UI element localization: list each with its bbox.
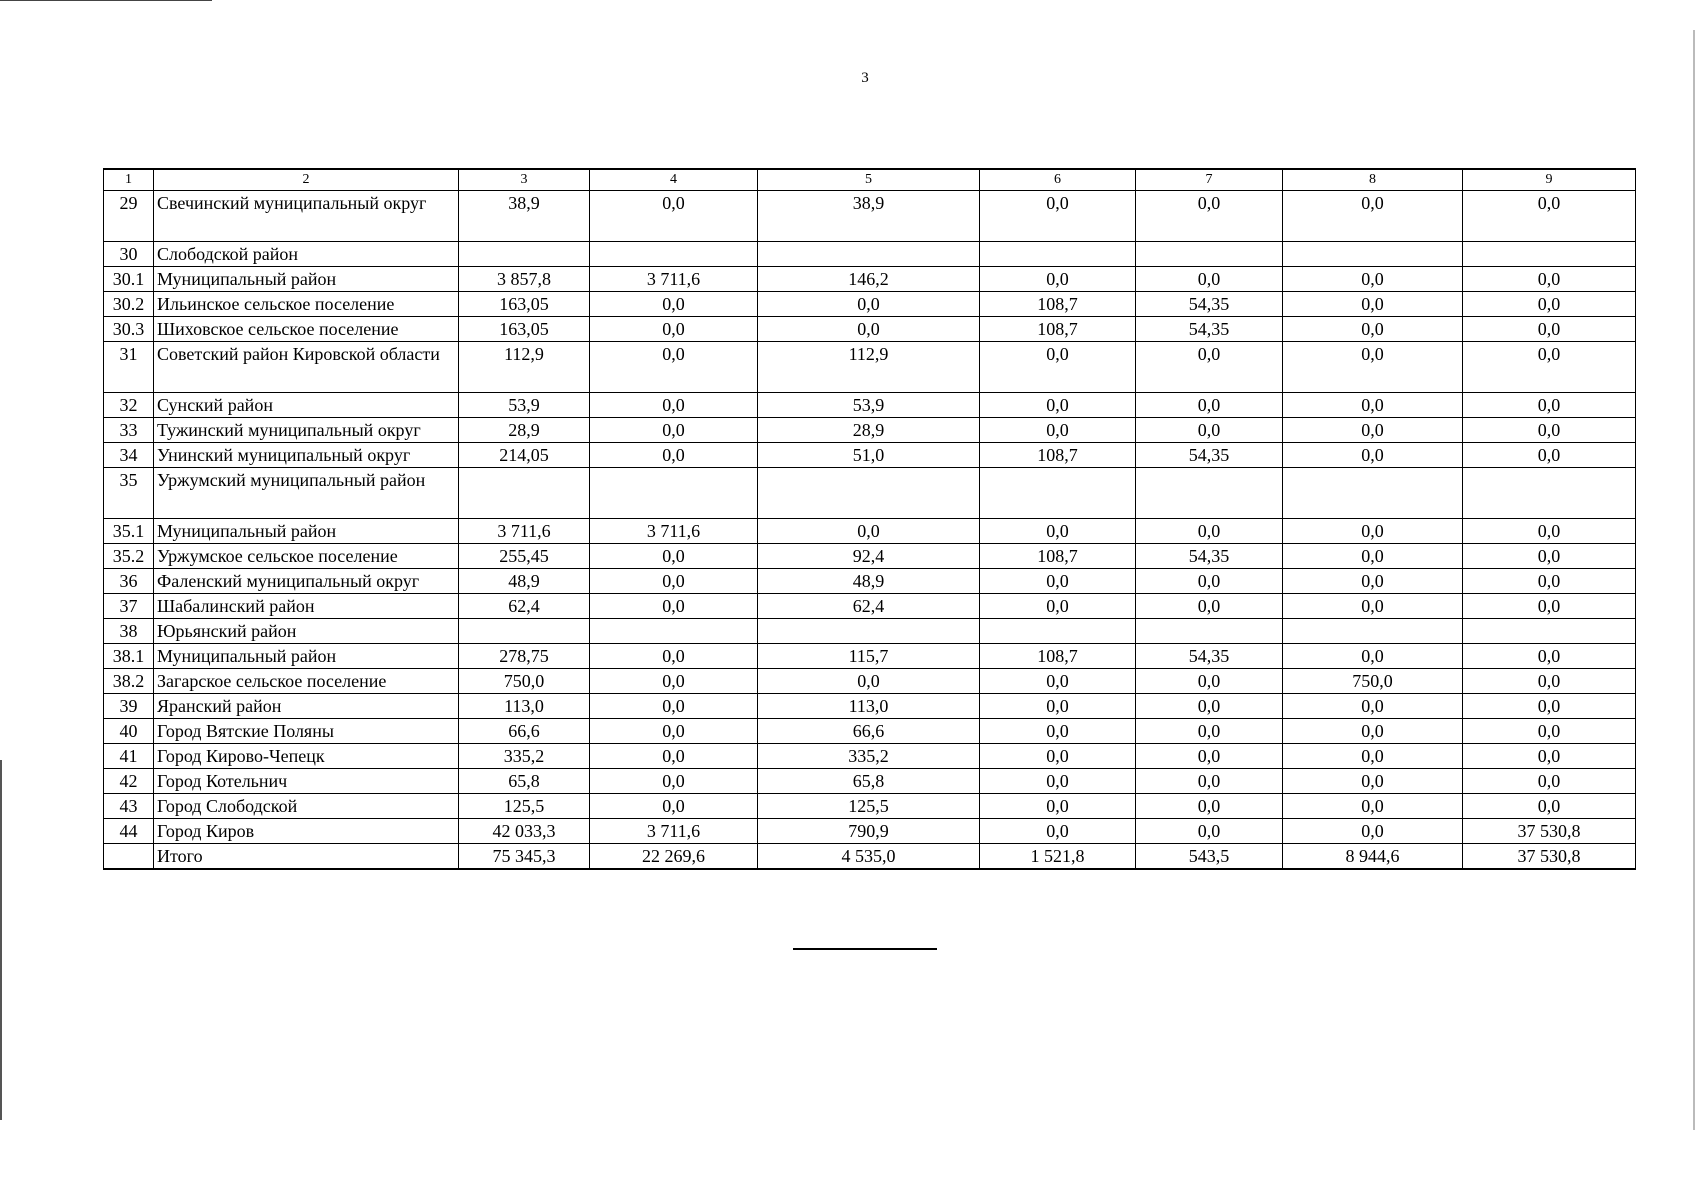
value-cell-col-5: 92,4 — [758, 544, 980, 569]
value-cell-col-5: 62,4 — [758, 594, 980, 619]
value-cell-col-8: 0,0 — [1283, 594, 1463, 619]
value-cell-col-7: 54,35 — [1136, 317, 1283, 342]
value-cell-col-6: 0,0 — [980, 519, 1136, 544]
value-cell-col-5: 65,8 — [758, 769, 980, 794]
row-index-cell: 35.1 — [104, 519, 154, 544]
row-name-cell: Город Киров — [154, 819, 459, 844]
row-name-cell: Унинский муниципальный округ — [154, 443, 459, 468]
value-cell-col-9: 0,0 — [1463, 443, 1636, 468]
value-cell-col-5: 38,9 — [758, 191, 980, 242]
value-cell-col-5: 0,0 — [758, 519, 980, 544]
row-name-cell: Слободской район — [154, 242, 459, 267]
value-cell-col-6: 0,0 — [980, 669, 1136, 694]
value-cell-col-9: 0,0 — [1463, 744, 1636, 769]
value-cell-col-8: 0,0 — [1283, 191, 1463, 242]
row-name-cell: Муниципальный район — [154, 267, 459, 292]
table-row — [104, 418, 1636, 443]
value-cell-col-9 — [1463, 468, 1636, 519]
table-row — [104, 644, 1636, 669]
row-index-cell: 30.1 — [104, 267, 154, 292]
value-cell-col-7: 0,0 — [1136, 418, 1283, 443]
value-cell-col-7: 0,0 — [1136, 794, 1283, 819]
value-cell-col-9: 37 530,8 — [1463, 844, 1636, 870]
value-cell-col-6: 0,0 — [980, 819, 1136, 844]
value-cell-col-5: 790,9 — [758, 819, 980, 844]
value-cell-col-3: 278,75 — [459, 644, 590, 669]
row-index-cell: 41 — [104, 744, 154, 769]
row-index-cell: 35 — [104, 468, 154, 519]
value-cell-col-4 — [590, 242, 758, 267]
value-cell-col-8 — [1283, 619, 1463, 644]
scan-edge-left — [0, 760, 2, 1120]
table-row — [104, 519, 1636, 544]
value-cell-col-4: 0,0 — [590, 744, 758, 769]
value-cell-col-9: 0,0 — [1463, 719, 1636, 744]
value-cell-col-9: 0,0 — [1463, 544, 1636, 569]
row-index-cell: 38.2 — [104, 669, 154, 694]
value-cell-col-3: 48,9 — [459, 569, 590, 594]
row-name-cell: Уржумский муниципальный район — [154, 468, 459, 519]
value-cell-col-4: 0,0 — [590, 644, 758, 669]
row-index-cell: 31 — [104, 342, 154, 393]
value-cell-col-8: 0,0 — [1283, 317, 1463, 342]
value-cell-col-6: 0,0 — [980, 744, 1136, 769]
value-cell-col-8: 0,0 — [1283, 267, 1463, 292]
row-name-cell: Ильинское сельское поселение — [154, 292, 459, 317]
table-row — [104, 744, 1636, 769]
value-cell-col-8: 750,0 — [1283, 669, 1463, 694]
value-cell-col-3: 113,0 — [459, 694, 590, 719]
value-cell-col-3: 75 345,3 — [459, 844, 590, 870]
value-cell-col-4: 3 711,6 — [590, 819, 758, 844]
value-cell-col-4: 0,0 — [590, 769, 758, 794]
value-cell-col-6: 108,7 — [980, 443, 1136, 468]
scan-edge-right — [1693, 30, 1695, 1130]
value-cell-col-6: 108,7 — [980, 544, 1136, 569]
value-cell-col-4: 0,0 — [590, 342, 758, 393]
value-cell-col-8: 0,0 — [1283, 644, 1463, 669]
value-cell-col-3 — [459, 619, 590, 644]
value-cell-col-4: 0,0 — [590, 669, 758, 694]
table-row — [104, 317, 1636, 342]
row-name-cell: Загарское сельское поселение — [154, 669, 459, 694]
value-cell-col-9 — [1463, 619, 1636, 644]
value-cell-col-9: 0,0 — [1463, 342, 1636, 393]
row-index-cell: 37 — [104, 594, 154, 619]
value-cell-col-9: 0,0 — [1463, 191, 1636, 242]
value-cell-col-5: 0,0 — [758, 317, 980, 342]
row-index-cell: 36 — [104, 569, 154, 594]
table-row — [104, 619, 1636, 644]
value-cell-col-6 — [980, 242, 1136, 267]
row-index-cell — [104, 844, 154, 870]
value-cell-col-6: 0,0 — [980, 594, 1136, 619]
row-name-cell: Советский район Кировской области — [154, 342, 459, 393]
value-cell-col-8: 0,0 — [1283, 393, 1463, 418]
row-index-cell: 33 — [104, 418, 154, 443]
column-header: 7 — [1136, 169, 1283, 191]
value-cell-col-5: 0,0 — [758, 292, 980, 317]
value-cell-col-6: 1 521,8 — [980, 844, 1136, 870]
value-cell-col-8: 0,0 — [1283, 544, 1463, 569]
column-header: 2 — [154, 169, 459, 191]
value-cell-col-6: 0,0 — [980, 393, 1136, 418]
value-cell-col-4: 0,0 — [590, 191, 758, 242]
value-cell-col-8: 0,0 — [1283, 794, 1463, 819]
table-row — [104, 669, 1636, 694]
value-cell-col-5: 335,2 — [758, 744, 980, 769]
value-cell-col-8: 0,0 — [1283, 519, 1463, 544]
row-index-cell: 38 — [104, 619, 154, 644]
value-cell-col-7: 0,0 — [1136, 191, 1283, 242]
value-cell-col-3: 163,05 — [459, 317, 590, 342]
row-name-cell: Шиховское сельское поселение — [154, 317, 459, 342]
value-cell-col-7: 0,0 — [1136, 819, 1283, 844]
table-row — [104, 267, 1636, 292]
value-cell-col-3: 335,2 — [459, 744, 590, 769]
value-cell-col-4: 0,0 — [590, 292, 758, 317]
value-cell-col-3: 214,05 — [459, 443, 590, 468]
value-cell-col-4 — [590, 468, 758, 519]
value-cell-col-7: 0,0 — [1136, 694, 1283, 719]
value-cell-col-5: 66,6 — [758, 719, 980, 744]
row-index-cell: 30.2 — [104, 292, 154, 317]
value-cell-col-4 — [590, 619, 758, 644]
row-name-cell: Уржумское сельское поселение — [154, 544, 459, 569]
row-index-cell: 30 — [104, 242, 154, 267]
row-index-cell: 30.3 — [104, 317, 154, 342]
value-cell-col-9: 0,0 — [1463, 594, 1636, 619]
value-cell-col-8: 0,0 — [1283, 418, 1463, 443]
value-cell-col-3: 112,9 — [459, 342, 590, 393]
value-cell-col-7: 0,0 — [1136, 267, 1283, 292]
value-cell-col-8: 0,0 — [1283, 819, 1463, 844]
column-header: 4 — [590, 169, 758, 191]
value-cell-col-7: 0,0 — [1136, 594, 1283, 619]
value-cell-col-4: 0,0 — [590, 418, 758, 443]
value-cell-col-5: 113,0 — [758, 694, 980, 719]
table-row — [104, 393, 1636, 418]
value-cell-col-4: 0,0 — [590, 443, 758, 468]
value-cell-col-5: 53,9 — [758, 393, 980, 418]
value-cell-col-5: 4 535,0 — [758, 844, 980, 870]
value-cell-col-9: 0,0 — [1463, 317, 1636, 342]
row-name-cell: Муниципальный район — [154, 644, 459, 669]
value-cell-col-6 — [980, 619, 1136, 644]
table-row — [104, 769, 1636, 794]
value-cell-col-4: 3 711,6 — [590, 519, 758, 544]
row-index-cell: 29 — [104, 191, 154, 242]
table-body — [104, 169, 1636, 869]
row-name-cell: Шабалинский район — [154, 594, 459, 619]
table-row — [104, 794, 1636, 819]
row-name-cell: Тужинский муниципальный округ — [154, 418, 459, 443]
value-cell-col-9: 0,0 — [1463, 267, 1636, 292]
value-cell-col-9: 0,0 — [1463, 644, 1636, 669]
table-row — [104, 443, 1636, 468]
value-cell-col-3: 38,9 — [459, 191, 590, 242]
row-name-cell: Город Кирово-Чепецк — [154, 744, 459, 769]
scan-edge-top — [0, 0, 212, 1]
row-index-cell: 35.2 — [104, 544, 154, 569]
row-name-cell: Сунский район — [154, 393, 459, 418]
column-header: 6 — [980, 169, 1136, 191]
column-header: 8 — [1283, 169, 1463, 191]
value-cell-col-7: 0,0 — [1136, 719, 1283, 744]
page-number: 3 — [861, 70, 869, 86]
value-cell-col-3: 42 033,3 — [459, 819, 590, 844]
value-cell-col-4: 0,0 — [590, 694, 758, 719]
value-cell-col-6: 0,0 — [980, 794, 1136, 819]
value-cell-col-6: 108,7 — [980, 644, 1136, 669]
table-row — [104, 468, 1636, 519]
value-cell-col-9 — [1463, 242, 1636, 267]
value-cell-col-4: 0,0 — [590, 719, 758, 744]
value-cell-col-8 — [1283, 242, 1463, 267]
value-cell-col-4: 22 269,6 — [590, 844, 758, 870]
value-cell-col-4: 0,0 — [590, 393, 758, 418]
value-cell-col-6: 0,0 — [980, 569, 1136, 594]
row-name-cell: Город Слободской — [154, 794, 459, 819]
value-cell-col-8: 0,0 — [1283, 744, 1463, 769]
row-name-cell: Муниципальный район — [154, 519, 459, 544]
value-cell-col-4: 3 711,6 — [590, 267, 758, 292]
value-cell-col-7: 0,0 — [1136, 519, 1283, 544]
table-row — [104, 544, 1636, 569]
value-cell-col-7: 0,0 — [1136, 744, 1283, 769]
value-cell-col-7: 0,0 — [1136, 769, 1283, 794]
column-header: 9 — [1463, 169, 1636, 191]
value-cell-col-3: 750,0 — [459, 669, 590, 694]
value-cell-col-5: 48,9 — [758, 569, 980, 594]
value-cell-col-3: 62,4 — [459, 594, 590, 619]
table-row — [104, 242, 1636, 267]
data-table — [103, 168, 1636, 870]
value-cell-col-9: 0,0 — [1463, 569, 1636, 594]
value-cell-col-7 — [1136, 242, 1283, 267]
value-cell-col-7 — [1136, 468, 1283, 519]
value-cell-col-8: 0,0 — [1283, 569, 1463, 594]
value-cell-col-8: 0,0 — [1283, 719, 1463, 744]
value-cell-col-3: 255,45 — [459, 544, 590, 569]
value-cell-col-4: 0,0 — [590, 544, 758, 569]
value-cell-col-5 — [758, 242, 980, 267]
table-row — [104, 694, 1636, 719]
value-cell-col-5 — [758, 619, 980, 644]
value-cell-col-5: 28,9 — [758, 418, 980, 443]
value-cell-col-7: 0,0 — [1136, 569, 1283, 594]
value-cell-col-4: 0,0 — [590, 794, 758, 819]
row-name-cell: Яранский район — [154, 694, 459, 719]
value-cell-col-5: 125,5 — [758, 794, 980, 819]
value-cell-col-8: 0,0 — [1283, 292, 1463, 317]
footer-rule — [793, 948, 937, 950]
value-cell-col-5: 0,0 — [758, 669, 980, 694]
value-cell-col-6: 0,0 — [980, 267, 1136, 292]
value-cell-col-7: 0,0 — [1136, 342, 1283, 393]
column-header: 1 — [104, 169, 154, 191]
value-cell-col-9: 0,0 — [1463, 669, 1636, 694]
value-cell-col-7: 54,35 — [1136, 292, 1283, 317]
row-name-cell: Свечинский муниципальный округ — [154, 191, 459, 242]
column-header: 3 — [459, 169, 590, 191]
row-name-cell: Итого — [154, 844, 459, 870]
value-cell-col-3: 125,5 — [459, 794, 590, 819]
row-name-cell: Город Котельнич — [154, 769, 459, 794]
value-cell-col-6: 108,7 — [980, 317, 1136, 342]
table-row — [104, 191, 1636, 242]
value-cell-col-6: 0,0 — [980, 719, 1136, 744]
value-cell-col-9: 0,0 — [1463, 794, 1636, 819]
row-index-cell: 34 — [104, 443, 154, 468]
value-cell-col-8: 0,0 — [1283, 769, 1463, 794]
value-cell-col-4: 0,0 — [590, 317, 758, 342]
value-cell-col-3: 3 711,6 — [459, 519, 590, 544]
value-cell-col-5: 51,0 — [758, 443, 980, 468]
row-index-cell: 40 — [104, 719, 154, 744]
value-cell-col-7: 54,35 — [1136, 644, 1283, 669]
row-name-cell: Город Вятские Поляны — [154, 719, 459, 744]
value-cell-col-6: 0,0 — [980, 694, 1136, 719]
row-name-cell: Юрьянский район — [154, 619, 459, 644]
value-cell-col-5: 112,9 — [758, 342, 980, 393]
table-row — [104, 292, 1636, 317]
value-cell-col-3: 65,8 — [459, 769, 590, 794]
table-row — [104, 342, 1636, 393]
value-cell-col-3: 163,05 — [459, 292, 590, 317]
value-cell-col-7: 543,5 — [1136, 844, 1283, 870]
value-cell-col-9: 0,0 — [1463, 769, 1636, 794]
value-cell-col-3: 53,9 — [459, 393, 590, 418]
value-cell-col-3: 66,6 — [459, 719, 590, 744]
value-cell-col-9: 37 530,8 — [1463, 819, 1636, 844]
table-row — [104, 569, 1636, 594]
column-header: 5 — [758, 169, 980, 191]
value-cell-col-6: 0,0 — [980, 191, 1136, 242]
value-cell-col-7 — [1136, 619, 1283, 644]
row-index-cell: 32 — [104, 393, 154, 418]
value-cell-col-3: 28,9 — [459, 418, 590, 443]
table-row — [104, 594, 1636, 619]
value-cell-col-8: 0,0 — [1283, 342, 1463, 393]
table-row — [104, 719, 1636, 744]
row-index-cell: 44 — [104, 819, 154, 844]
value-cell-col-5: 146,2 — [758, 267, 980, 292]
value-cell-col-6: 108,7 — [980, 292, 1136, 317]
row-index-cell: 43 — [104, 794, 154, 819]
value-cell-col-4: 0,0 — [590, 594, 758, 619]
value-cell-col-8: 0,0 — [1283, 443, 1463, 468]
value-cell-col-7: 0,0 — [1136, 669, 1283, 694]
table-header-row — [104, 169, 1636, 191]
value-cell-col-4: 0,0 — [590, 569, 758, 594]
row-index-cell: 42 — [104, 769, 154, 794]
value-cell-col-6: 0,0 — [980, 418, 1136, 443]
value-cell-col-6: 0,0 — [980, 769, 1136, 794]
value-cell-col-7: 54,35 — [1136, 544, 1283, 569]
value-cell-col-5: 115,7 — [758, 644, 980, 669]
value-cell-col-9: 0,0 — [1463, 292, 1636, 317]
value-cell-col-7: 54,35 — [1136, 443, 1283, 468]
value-cell-col-5 — [758, 468, 980, 519]
table-row — [104, 819, 1636, 844]
value-cell-col-7: 0,0 — [1136, 393, 1283, 418]
value-cell-col-3 — [459, 242, 590, 267]
row-index-cell: 39 — [104, 694, 154, 719]
total-row — [104, 844, 1636, 870]
row-index-cell: 38.1 — [104, 644, 154, 669]
row-name-cell: Фаленский муниципальный округ — [154, 569, 459, 594]
value-cell-col-3 — [459, 468, 590, 519]
value-cell-col-9: 0,0 — [1463, 519, 1636, 544]
value-cell-col-6 — [980, 468, 1136, 519]
value-cell-col-3: 3 857,8 — [459, 267, 590, 292]
value-cell-col-8: 8 944,6 — [1283, 844, 1463, 870]
value-cell-col-8 — [1283, 468, 1463, 519]
value-cell-col-9: 0,0 — [1463, 393, 1636, 418]
value-cell-col-8: 0,0 — [1283, 694, 1463, 719]
value-cell-col-9: 0,0 — [1463, 694, 1636, 719]
value-cell-col-6: 0,0 — [980, 342, 1136, 393]
value-cell-col-9: 0,0 — [1463, 418, 1636, 443]
